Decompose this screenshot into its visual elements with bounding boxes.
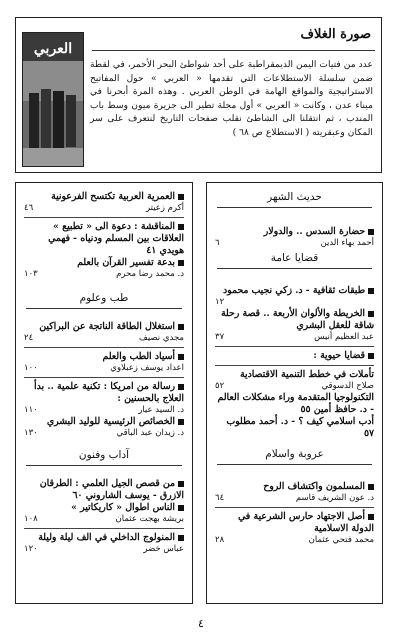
- cover-title: صورة الغلاف: [300, 27, 371, 42]
- section-heading: قضايا عامة: [270, 252, 319, 264]
- toc-entry-page: ٢٨: [215, 535, 225, 545]
- bullet-square-icon: [368, 288, 374, 294]
- section-heading: طب وعلوم: [79, 292, 129, 304]
- toc-entry-author: د. السيد عيار: [138, 405, 184, 415]
- entry-divider: [24, 377, 184, 378]
- cover-divider: [92, 50, 375, 51]
- toc-entry[interactable]: [215, 308, 374, 343]
- toc-entry-author: عبد العظيم أنيس: [314, 332, 374, 342]
- cover-photo: [22, 32, 84, 167]
- entry-divider: [24, 347, 184, 348]
- toc-entry-author: أكرم زعيتر: [145, 203, 184, 213]
- section-divider: [26, 308, 182, 309]
- toc-entry[interactable]: [24, 532, 184, 555]
- toc-entry-page: ٣٧: [215, 332, 225, 342]
- toc-entry-title: المنولوج الداخلي في الف ليلة وليلة: [38, 532, 175, 543]
- section-divider: [217, 464, 372, 465]
- toc-entry-author: د. عون الشريف قاسم: [295, 493, 374, 503]
- bullet-square-icon: [368, 229, 374, 235]
- toc-entry-page: ٤١: [146, 245, 157, 256]
- toc-entry[interactable]: [24, 351, 184, 374]
- toc-entry-page: ١١٠: [24, 405, 38, 415]
- toc-entry-title: الناس اطوال « كاريكاتير »: [71, 502, 175, 513]
- toc-entry[interactable]: [215, 481, 374, 504]
- toc-entry-title: المسلمون واكتشاف الروح: [263, 481, 365, 492]
- entry-divider: [24, 528, 184, 529]
- entry-divider: [215, 365, 374, 366]
- toc-entry[interactable]: [215, 226, 374, 249]
- toc-entry-author: أحمد بهاء الدين: [320, 238, 374, 248]
- toc-entry-page: ١٠٣: [24, 269, 38, 279]
- section-heading: آداب وفنون: [78, 449, 130, 461]
- entry-divider: [215, 507, 374, 508]
- toc-entry-author: محمد فتحي عثمان: [308, 535, 374, 545]
- bullet-square-icon: [178, 224, 184, 230]
- toc-entry-page: ١٣٠: [24, 428, 38, 438]
- toc-entry[interactable]: [24, 416, 184, 439]
- toc-entry-page: ٦٠: [72, 490, 83, 501]
- toc-entry-title: استغلال الطاقة الناتجة عن البراكين: [39, 321, 175, 332]
- page-number: ٤: [198, 617, 204, 630]
- toc-entry[interactable]: [24, 502, 184, 525]
- toc-entry-title: الخريطة والألوان الأربعة .. قصة رحلة شاقة للعقل البشري: [220, 308, 374, 331]
- toc-entry[interactable]: [215, 350, 374, 362]
- section-divider: [26, 465, 182, 466]
- toc-entry-title: أصل الاجتهاد حارس الشرعية في الدولة الاسلامية: [238, 511, 374, 534]
- entry-divider: [24, 217, 184, 218]
- cover-photo-logo: العربي: [33, 41, 73, 57]
- toc-entry-page: ٥٢: [215, 381, 225, 391]
- toc-entry[interactable]: [24, 478, 184, 502]
- toc-entry-title: قضايا حيوية :: [313, 350, 365, 361]
- section-heading: عروبة واسلام: [265, 448, 324, 460]
- toc-entry-title: تأملات في خطط التنمية الاقتصادية: [240, 369, 374, 380]
- toc-entry[interactable]: [24, 381, 184, 416]
- toc-entry-page: ١٢: [215, 297, 225, 307]
- toc-entry-title: أدب اسلامي كيف ؟ - د. أحمد مطلوب: [226, 416, 374, 427]
- toc-entry-author: عباس خضر: [143, 544, 184, 554]
- toc-entry-title: طبقات ثقافية - د. زكي نجيب محمود: [223, 285, 365, 296]
- bullet-square-icon: [368, 353, 374, 359]
- toc-entry-page: ٥٥: [300, 404, 311, 415]
- contents-column-left: [15, 182, 193, 604]
- toc-entry-page: ٥٧: [364, 428, 374, 439]
- toc-entry-author: مجدي نصيف: [139, 333, 184, 343]
- toc-entry-page: ١٠٨: [24, 514, 38, 524]
- toc-entry-page: ٢٤: [24, 333, 34, 343]
- toc-entry-title: حضارة السدس .. والدولار: [263, 226, 365, 237]
- toc-entry-page: ٤٦: [24, 203, 34, 213]
- bullet-square-icon: [178, 419, 184, 425]
- cover-photo-image: [23, 33, 83, 166]
- toc-entry[interactable]: [24, 257, 184, 280]
- cover-caption: عدد من فتيات اليمن الديمقراطية على أحد شواطئ البحر الأحمر، في لقطة ضمن سلسلة الاستطلاعات التي تقدمها « العربي » حول المفاتيح الاستراتيجية والمواقع الهامة في الوطن العربي . وهذه المرة أبحرنا في ميناء عدن ، وكانت « العربي » أول مجلة تطير الى جزيرة ميون وسط باب المندب ، ثم انتقلنا الى الشاطئ نقلب صفحات التاريخ لنتعرف على سر المكان وعبقريته ( الاستطلاع ص ٦٨ ): [90, 59, 373, 138]
- toc-entry-page: ١٢٠: [24, 544, 38, 554]
- toc-entry-page: ١٠٠: [24, 363, 38, 373]
- toc-entry[interactable]: [215, 285, 374, 308]
- toc-entry-title: العمرية العربية تكتسح الفرعونية: [51, 191, 175, 202]
- section-divider: [217, 207, 372, 208]
- toc-entry-title: بدعة تفسير القرآن بالعلم: [77, 257, 175, 268]
- bullet-square-icon: [178, 324, 184, 330]
- cover-box: [15, 17, 382, 173]
- toc-entry[interactable]: [215, 416, 374, 440]
- toc-entry-title: المناقشة : دعوة الى « تطبيع » العلاقات بين المسلم ودنياه - فهمي هويدي: [48, 221, 184, 256]
- bullet-square-icon: [178, 354, 184, 360]
- entry-divider: [215, 346, 374, 347]
- bullet-square-icon: [178, 384, 184, 390]
- toc-entry-title: أسياد الطب والعلم: [102, 351, 175, 362]
- toc-entry-author: د. زيدان عبد الباقي: [116, 428, 184, 438]
- bullet-square-icon: [368, 484, 374, 490]
- toc-entry-page: ٦٤: [215, 493, 225, 503]
- toc-entry-author: د. محمد رضا محرم: [116, 269, 184, 279]
- contents-column-right: [206, 182, 383, 604]
- bullet-square-icon: [178, 194, 184, 200]
- bullet-square-icon: [178, 535, 184, 541]
- toc-entry-title: من قصص الجيل العلمي : الطرقان الازرق - يوسف الشاروني: [39, 478, 184, 501]
- section-divider: [217, 268, 372, 269]
- toc-entry[interactable]: [24, 221, 184, 257]
- toc-entry-title: الخصائص الرئيسية للوليد البشري: [46, 416, 175, 427]
- toc-entry[interactable]: [215, 369, 374, 392]
- toc-entry-author: بريشة بهجت عثمان: [115, 514, 184, 524]
- bullet-square-icon: [178, 505, 184, 511]
- toc-entry-author: اعداد يوسف زعبلاوي: [110, 363, 184, 373]
- bullet-square-icon: [368, 514, 374, 520]
- toc-entry-title: التكنولوجيا المتقدمة وراء مشكلات العالم - د. حافظ أمين: [217, 392, 374, 415]
- bullet-square-icon: [368, 311, 374, 317]
- toc-entry[interactable]: [215, 511, 374, 546]
- toc-entry[interactable]: [24, 191, 184, 214]
- bullet-square-icon: [178, 260, 184, 266]
- toc-entry[interactable]: [215, 392, 374, 416]
- bullet-square-icon: [178, 481, 184, 487]
- toc-entry[interactable]: [24, 321, 184, 344]
- section-heading: حديث الشهر: [267, 191, 322, 203]
- toc-entry-author: صلاح الدسوقي: [321, 381, 374, 391]
- toc-entry-page: ٦: [215, 238, 220, 248]
- toc-entry-title: رسالة من امريكا : تكنية علمية .. بدأ العلاج بالحسنين :: [34, 381, 184, 404]
